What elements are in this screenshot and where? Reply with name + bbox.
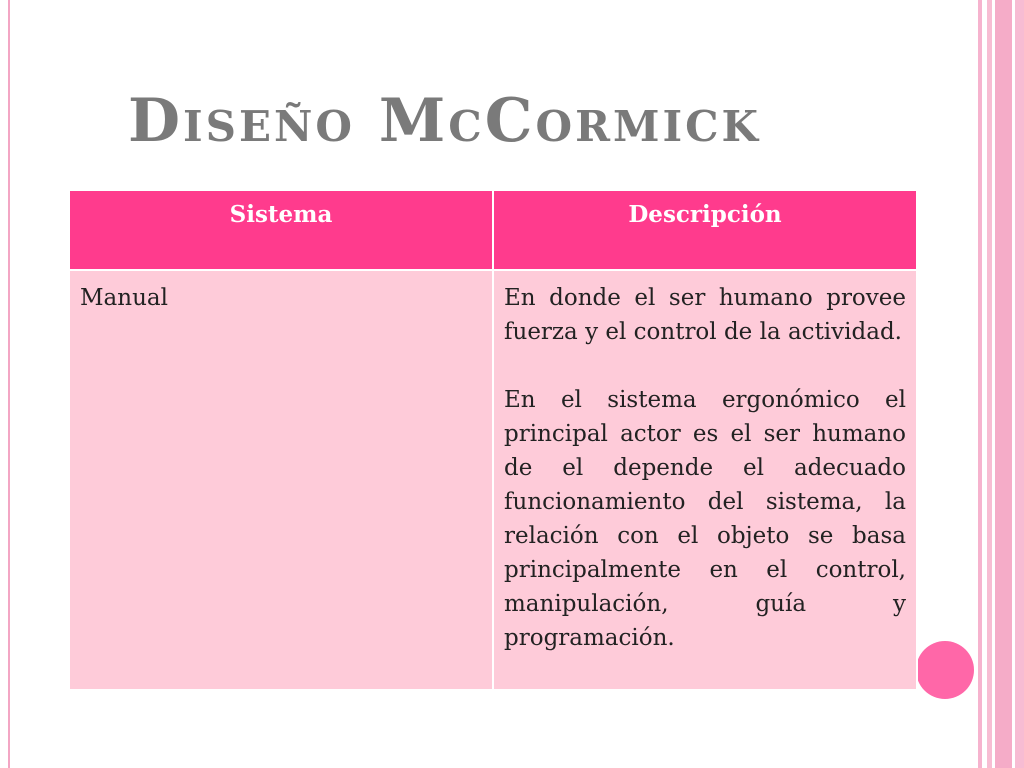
- system-table: [68, 189, 918, 691]
- decorative-circle: [916, 641, 974, 699]
- slide-title: Diseño McCormick: [128, 86, 762, 156]
- table-row: [69, 270, 917, 690]
- cell-system: Manual: [69, 270, 493, 690]
- table-header-row: [69, 190, 917, 270]
- header-descripcion: Descripción: [493, 190, 917, 270]
- header-sistema: Sistema: [69, 190, 493, 270]
- right-decorative-stripes: [976, 0, 1024, 768]
- description-paragraph-1: En donde el ser humano provee fuerza y el control de la actividad.: [504, 285, 906, 345]
- description-paragraph-2: En el sistema ergonómico el principal actor es el ser humano de el depende el adecuado funcionamiento del sistema, la relación con el objeto se basa principalmente en el control, manipulación, guía y programación.: [504, 387, 906, 651]
- cell-description: [493, 270, 917, 690]
- left-border-line: [8, 0, 10, 768]
